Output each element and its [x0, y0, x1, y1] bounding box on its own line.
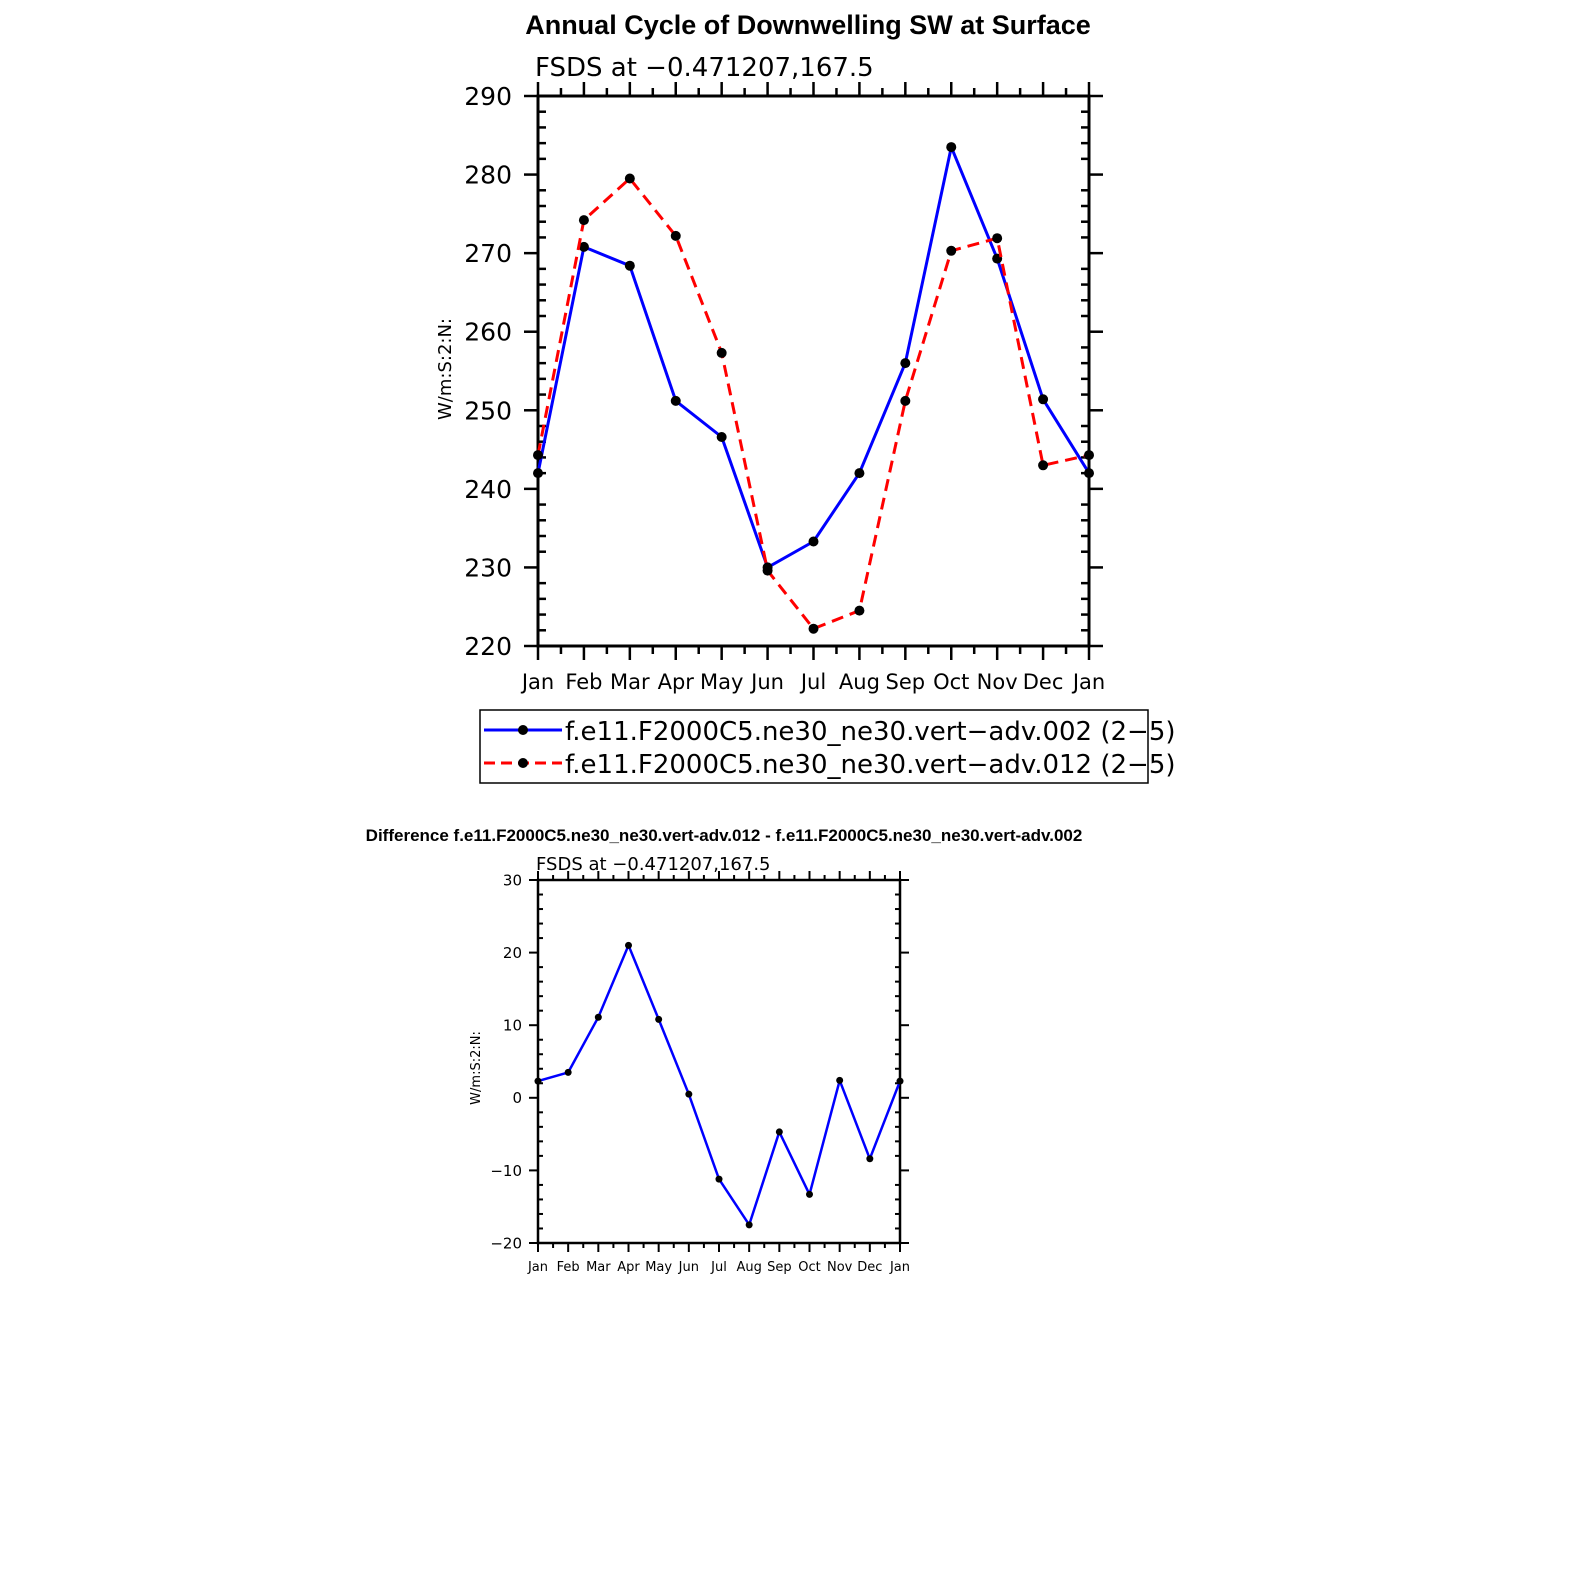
data-point — [533, 450, 543, 460]
x-tick-label: Jan — [889, 1260, 911, 1275]
y-tick-label: 0 — [512, 1089, 522, 1108]
data-point — [625, 942, 632, 949]
difference-subtitle: FSDS at −0.471207,167.5 — [536, 854, 771, 875]
x-tick-label: Jul — [800, 670, 827, 694]
y-tick-label: 30 — [502, 871, 522, 890]
x-tick-label: May — [645, 1260, 673, 1275]
data-point — [625, 174, 635, 184]
y-tick-label: −10 — [490, 1161, 522, 1180]
chart-subtitle: FSDS at −0.471207,167.5 — [535, 53, 874, 83]
data-point — [655, 1016, 662, 1023]
x-tick-label: Jul — [711, 1260, 727, 1275]
series-group — [533, 142, 1094, 634]
series-line-1 — [538, 945, 900, 1225]
data-point — [685, 1091, 692, 1098]
x-tick-label: Dec — [857, 1260, 883, 1275]
data-point — [946, 246, 956, 256]
data-point — [897, 1078, 904, 1085]
y-tick-label: 220 — [464, 632, 512, 661]
data-point — [717, 432, 727, 442]
chart-title: Annual Cycle of Downwelling SW at Surface — [525, 10, 1091, 40]
x-tick-label: May — [699, 670, 744, 694]
data-point — [595, 1014, 602, 1021]
data-point — [746, 1221, 753, 1228]
data-point — [992, 233, 1002, 243]
x-tick-label: Aug — [736, 1260, 762, 1275]
x-tick-label: Oct — [933, 670, 970, 694]
legend-marker-002 — [518, 725, 528, 735]
difference-title: Difference f.e11.F2000C5.ne30_ne30.vert-adv.012 - f.e11.F2000C5.ne30_ne30.vert-adv.002 — [365, 826, 1083, 845]
plot-border — [538, 96, 1089, 646]
data-point — [671, 396, 681, 406]
x-tick-label: Jun — [751, 670, 784, 694]
y-tick-label: 250 — [464, 396, 512, 426]
data-point — [854, 606, 864, 616]
x-tick-label: Dec — [1022, 670, 1064, 694]
x-tick-label: Nov — [976, 670, 1018, 694]
y-tick-label: 270 — [464, 239, 512, 269]
y-tick-label: 290 — [464, 82, 512, 111]
x-tick-label: Jan — [1072, 670, 1106, 694]
difference-plot-frame — [490, 871, 910, 1275]
x-tick-label: Sep — [767, 1260, 792, 1275]
x-tick-label: Feb — [556, 1260, 580, 1275]
y-axis-label: W/m:S:2:N: — [435, 318, 456, 420]
y-tick-label: 230 — [464, 553, 512, 583]
data-point — [836, 1077, 843, 1084]
series-line-2 — [538, 179, 1089, 629]
data-point — [1084, 450, 1094, 460]
data-point — [671, 231, 681, 241]
y-tick-label: 260 — [464, 317, 512, 347]
data-point — [625, 261, 635, 271]
data-point — [1084, 468, 1094, 478]
y-tick-label: 10 — [502, 1016, 522, 1035]
data-point — [533, 468, 543, 478]
data-point — [900, 358, 910, 368]
plot-border — [538, 880, 900, 1243]
data-point — [579, 215, 589, 225]
y-tick-label: 20 — [502, 944, 522, 962]
x-tick-label: Jan — [527, 1260, 549, 1275]
difference-series-group — [535, 942, 904, 1229]
x-tick-label: Mar — [610, 670, 650, 694]
legend-label-002: f.e11.F2000C5.ne30_ne30.vert−adv.002 (2−5) — [565, 717, 1176, 747]
x-tick-label: Apr — [657, 670, 694, 694]
data-point — [1038, 394, 1048, 404]
data-point — [565, 1069, 572, 1076]
plot-frame — [464, 82, 1105, 694]
x-tick-label: Aug — [838, 670, 880, 694]
data-point — [854, 468, 864, 478]
data-point — [716, 1176, 723, 1183]
difference-chart — [366, 826, 1083, 1275]
annual-cycle-chart — [435, 10, 1105, 694]
x-tick-label: Mar — [586, 1260, 611, 1275]
legend — [480, 710, 1176, 783]
difference-y-axis-label: W/m:S:2:N: — [469, 1031, 484, 1105]
data-point — [946, 142, 956, 152]
x-tick-label: Oct — [798, 1260, 821, 1275]
data-point — [1038, 460, 1048, 470]
legend-label-012: f.e11.F2000C5.ne30_ne30.vert−adv.012 (2−5) — [565, 750, 1176, 780]
data-point — [809, 624, 819, 634]
data-point — [900, 396, 910, 406]
y-tick-label: −20 — [490, 1234, 522, 1253]
y-tick-label: 240 — [464, 474, 512, 504]
x-tick-label: Nov — [826, 1260, 853, 1275]
data-point — [763, 566, 773, 576]
data-point — [535, 1078, 542, 1085]
data-point — [809, 537, 819, 547]
x-tick-label: Feb — [565, 670, 603, 694]
data-point — [776, 1128, 783, 1135]
x-tick-label: Sep — [885, 670, 926, 694]
data-point — [866, 1155, 873, 1162]
y-tick-label: 280 — [464, 160, 512, 190]
x-tick-label: Apr — [617, 1260, 640, 1275]
data-point — [717, 348, 727, 358]
legend-marker-012 — [518, 758, 528, 768]
series-line-1 — [538, 147, 1089, 567]
x-tick-label: Jun — [678, 1260, 699, 1275]
data-point — [806, 1191, 813, 1198]
x-tick-label: Jan — [521, 670, 555, 694]
